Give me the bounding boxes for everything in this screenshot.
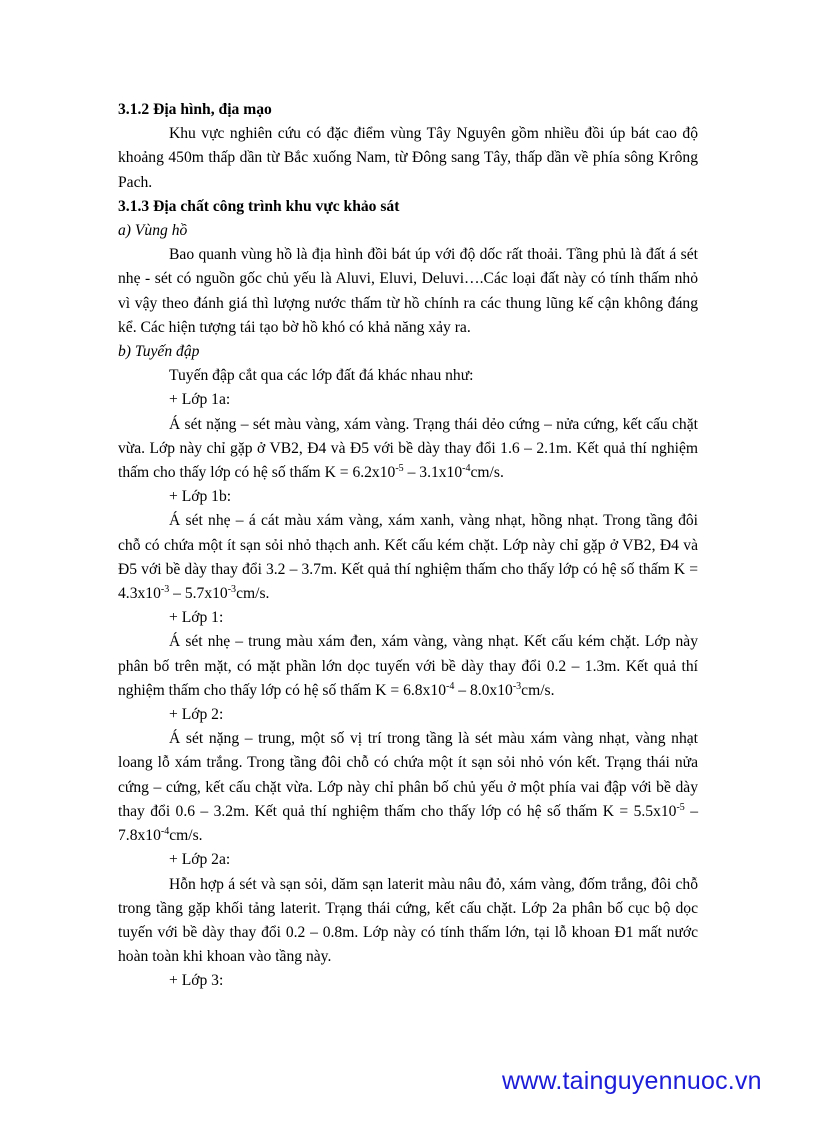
terrain-paragraph: Khu vực nghiên cứu có đặc điểm vùng Tây Nguyên gồm nhiều đồi úp bát cao độ khoảng 450m thấp dần từ Bắc xuống Nam, từ Đông sang Tây, thấp dần về phía sông Krông Pach.: [118, 125, 698, 191]
layer-2-description: Á sét nặng – trung, một số vị trí trong tầng là sét màu xám vàng nhạt, vàng nhạt loang lỗ xám trắng. Trong tầng đôi chỗ có chứa một ít sạn sỏi nhỏ vón kết. Trạng thái nửa cứng – cứng, kết cấu chặt vừa. Lớp này chỉ phân bố chủ yếu ở một phía vai đập với bề dày thay đổi 0.6 – 3.2m. Kết quả thí nghiệm thấm cho thấy lớp có hệ số thấm $K = 5.5x10^{-5} - 7.8x10^{-4}cm/s$.: [118, 730, 698, 845]
layer-2a-label: + Lớp 2a:: [169, 851, 231, 869]
subsection-a-title: a) Vùng hồ: [118, 222, 188, 240]
reservoir-paragraph: Bao quanh vùng hồ là địa hình đồi bát úp với độ dốc rất thoải. Tầng phủ là đất á sét nhẹ - sét có nguồn gốc chủ yếu là Aluvi, Eluvi, Deluvi….Các loại đất này có tính thấm nhỏ vì vậy theo đánh giá thì lượng nước thấm từ hồ chính ra các thung lũng kế cận không đáng kể. Các hiện tượng tái tạo bờ hồ khó có khả năng xảy ra.: [118, 246, 698, 336]
section-3-1-2-heading: 3.1.2 Địa hình, địa mạo: [118, 101, 272, 118]
layer-2a-description: Hỗn hợp á sét và sạn sỏi, dăm sạn laterit màu nâu đỏ, xám vàng, đốm trắng, đôi chỗ trong tầng gặp khối tảng laterit. Trạng thái cứng, kết cấu chặt. Lớp 2a phân bố cục bộ dọc tuyến với bề dày thay đổi 0.2 – 0.8m. Lớp này có tính thấm lớn, tại lỗ khoan Đ1 mất nước hoàn toàn khi khoan vào tầng này.: [118, 875, 698, 966]
layer-3-label: + Lớp 3:: [169, 972, 224, 990]
layer-1b-description: Á sét nhẹ – á cát màu xám vàng, xám xanh, vàng nhạt, hồng nhạt. Trong tầng đôi chỗ có chứa một ít sạn sỏi nhỏ thạch anh. Kết cấu kém chặt. Lớp này chỉ gặp ở VB2, Đ4 và Đ5 với bề dày thay đổi 3.2 – 3.7m. Kết quả thí nghiệm thấm cho thấy lớp có hệ số thấm $K = 4.3x10^{-3} - 5.7x10^{-3}cm/s$.: [118, 512, 698, 603]
website-watermark-link[interactable]: www.tainguyennuoc.vn: [502, 1067, 762, 1095]
layer-1-description: Á sét nhẹ – trung màu xám đen, xám vàng, vàng nhạt. Kết cấu kém chặt. Lớp này phân bố trên mặt, có mặt phần lớn dọc tuyến với bề dày thay đổi 0.2 – 1.3m. Kết quả thí nghiệm thấm cho thấy lớp có hệ số thấm $K = 6.8x10^{-4} - 8.0x10^{-3}cm/s$.: [118, 633, 698, 699]
layer-1-label: + Lớp 1:: [169, 609, 224, 627]
layer-1b-label: + Lớp 1b:: [169, 488, 232, 506]
dam-intro: Tuyến đập cắt qua các lớp đất đá khác nhau như:: [169, 367, 474, 385]
layer-1a-description: Á sét nặng – sét màu vàng, xám vàng. Trạng thái dẻo cứng – nửa cứng, kết cấu chặt vừa. Lớp này chỉ gặp ở VB2, Đ4 và Đ5 với bề dày thay đổi 1.6 – 2.1m. Kết quả thí nghiệm thấm cho thấy lớp có hệ số thấm $K = 6.2x10^{-5} - 3.1x10^{-4}cm/s$.: [118, 415, 698, 482]
layer-2-label: + Lớp 2:: [169, 706, 224, 724]
layer-1a-label: + Lớp 1a:: [169, 391, 231, 409]
section-3-1-3-heading: 3.1.3 Địa chất công trình khu vực khảo sát: [118, 197, 400, 215]
document-page: [118, 98, 698, 994]
subsection-b-title: b) Tuyến đập: [118, 343, 200, 361]
